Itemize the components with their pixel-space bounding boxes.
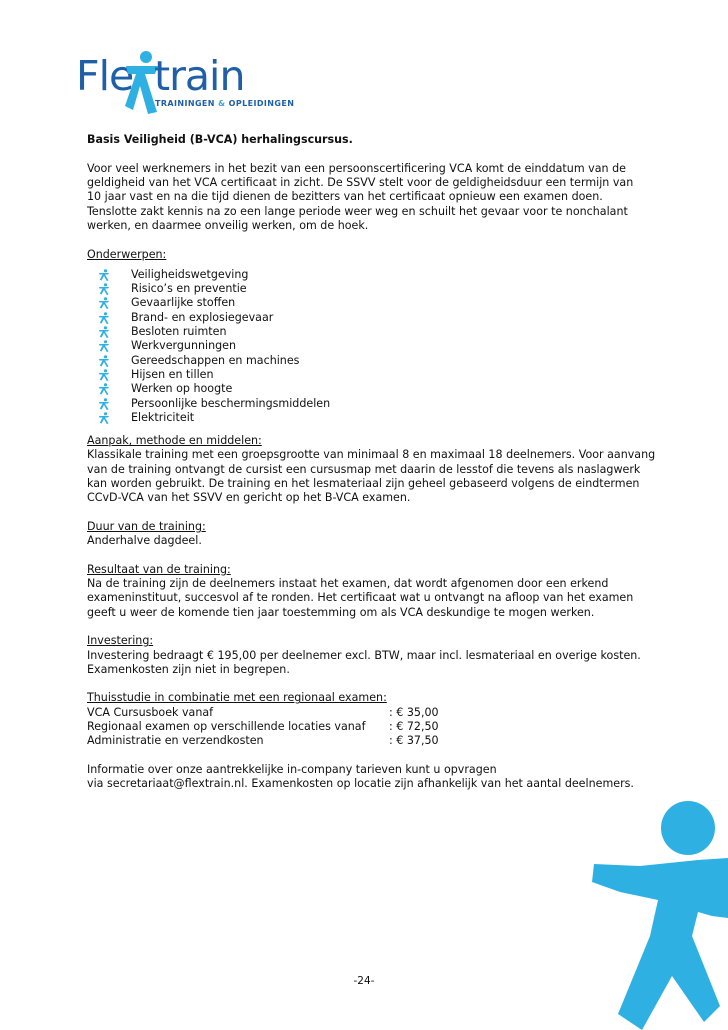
runner-figure-decoration-icon bbox=[580, 800, 728, 1030]
price-label: VCA Cursusboek vanaf bbox=[87, 705, 214, 719]
list-item: Werkvergunningen bbox=[98, 339, 667, 353]
list-item: Werken op hoogte bbox=[98, 382, 667, 396]
result-paragraph bbox=[87, 577, 667, 620]
result-line: exameninstituut, succesvol af te ronden. Het certificaat wat u ontvangt na afloop van het examen bbox=[87, 591, 634, 605]
duration-text: Anderhalve dagdeel. bbox=[87, 534, 202, 548]
method-paragraph bbox=[87, 448, 667, 505]
investment-heading: Investering: bbox=[87, 634, 154, 648]
result-heading: Resultaat van de training: bbox=[87, 562, 231, 576]
page-number: -24- bbox=[353, 975, 375, 987]
intro-line: Tenslotte zakt kennis na zo een lange periode weer weg en schuilt het gevaar voor te nonchalant bbox=[87, 204, 628, 218]
runner-bullet-icon bbox=[98, 412, 110, 424]
method-heading: Aanpak, methode en middelen: bbox=[87, 434, 262, 448]
runner-bullet-icon bbox=[98, 398, 110, 410]
intro-line: Voor veel werknemers in het bezit van een persoonscertificering VCA komt de einddatum van de bbox=[87, 161, 626, 175]
flextrain-logo bbox=[76, 52, 296, 122]
info-line: Informatie over onze aantrekkelijke in-company tarieven kunt u opvragen bbox=[87, 762, 497, 776]
runner-bullet-icon bbox=[98, 283, 110, 295]
runner-bullet-icon bbox=[98, 326, 110, 338]
list-item: Persoonlijke beschermingsmiddelen bbox=[98, 397, 667, 411]
price-label: Regionaal examen op verschillende locaties vanaf bbox=[87, 720, 366, 734]
runner-bullet-icon bbox=[98, 355, 110, 367]
method-line: kan worden gebruikt. De training en het lesmateriaal zijn geheel gebaseerd volgens de eindtermen bbox=[87, 477, 640, 491]
home-study-heading: Thuisstudie in combinatie met een regionaal examen: bbox=[87, 691, 387, 705]
info-paragraph bbox=[87, 763, 667, 792]
price-row bbox=[87, 720, 667, 734]
list-item: Gevaarlijke stoffen bbox=[98, 296, 667, 310]
duration-heading: Duur van de training: bbox=[87, 519, 206, 533]
list-item: Besloten ruimten bbox=[98, 325, 667, 339]
runner-bullet-icon bbox=[98, 383, 110, 395]
price-value: : € 72,50 bbox=[389, 720, 439, 734]
home-study-pricing bbox=[87, 706, 667, 749]
method-line: Klassikale training met een groepsgrootte van minimaal 8 en maximaal 18 deelnemers. Voor aanvang bbox=[87, 448, 656, 462]
method-line: CCvD-VCA van het SSVV en gericht op het B-VCA examen. bbox=[87, 491, 411, 505]
runner-bullet-icon bbox=[98, 369, 110, 381]
result-line: geeft u weer de komende tien jaar toestemming om als VCA deskundige te mogen werken. bbox=[87, 605, 595, 619]
list-item: Hijsen en tillen bbox=[98, 368, 667, 382]
topics-list bbox=[87, 268, 667, 425]
price-label: Administratie en verzendkosten bbox=[87, 734, 264, 748]
document-title: Basis Veiligheid (B-VCA) herhalingscursus. bbox=[87, 133, 353, 146]
info-line: via secretariaat@flextrain.nl. Examenkosten op locatie zijn afhankelijk van het aantal deelnemers. bbox=[87, 777, 634, 791]
runner-bullet-icon bbox=[98, 269, 110, 281]
intro-line: 10 jaar vast en na die tijd dienen de bezitters van het certificaat opnieuw een examen doen. bbox=[87, 190, 603, 204]
runner-bullet-icon bbox=[98, 312, 110, 324]
logo-text-part1: Fle bbox=[76, 52, 134, 100]
list-item: Brand- en explosiegevaar bbox=[98, 311, 667, 325]
price-value: : € 35,00 bbox=[389, 705, 439, 719]
price-row bbox=[87, 734, 667, 748]
document-body bbox=[87, 133, 667, 792]
result-line: Na de training zijn de deelnemers instaat het examen, dat wordt afgenomen door een erkend bbox=[87, 577, 609, 591]
list-item: Gereedschappen en machines bbox=[98, 354, 667, 368]
topics-heading: Onderwerpen: bbox=[87, 247, 167, 261]
list-item: Risico’s en preventie bbox=[98, 282, 667, 296]
intro-paragraph bbox=[87, 162, 667, 233]
list-item: Elektriciteit bbox=[98, 411, 667, 425]
runner-bullet-icon bbox=[98, 340, 110, 352]
investment-line: Investering bedraagt € 195,00 per deelnemer excl. BTW, maar incl. lesmateriaal en overige kosten. bbox=[87, 648, 641, 662]
logo-text-part2: train bbox=[154, 52, 245, 100]
investment-line: Examenkosten zijn niet in begrepen. bbox=[87, 662, 290, 676]
logo-subtitle: TRAININGEN & OPLEIDINGEN bbox=[155, 99, 295, 108]
list-item: Veiligheidswetgeving bbox=[98, 268, 667, 282]
method-line: van de training ontvangt de cursist een cursusmap met daarin de lesstof die tevens als naslagwerk bbox=[87, 462, 641, 476]
price-row bbox=[87, 706, 667, 720]
intro-line: werken, en daarmee onveilig werken, om de hoek. bbox=[87, 218, 369, 232]
intro-line: geldigheid van het VCA certificaat in zicht. De SSVV stelt voor de geldigheidsduur een termijn van bbox=[87, 176, 634, 190]
price-value: : € 37,50 bbox=[389, 734, 439, 748]
runner-bullet-icon bbox=[98, 297, 110, 309]
investment-paragraph bbox=[87, 649, 667, 678]
